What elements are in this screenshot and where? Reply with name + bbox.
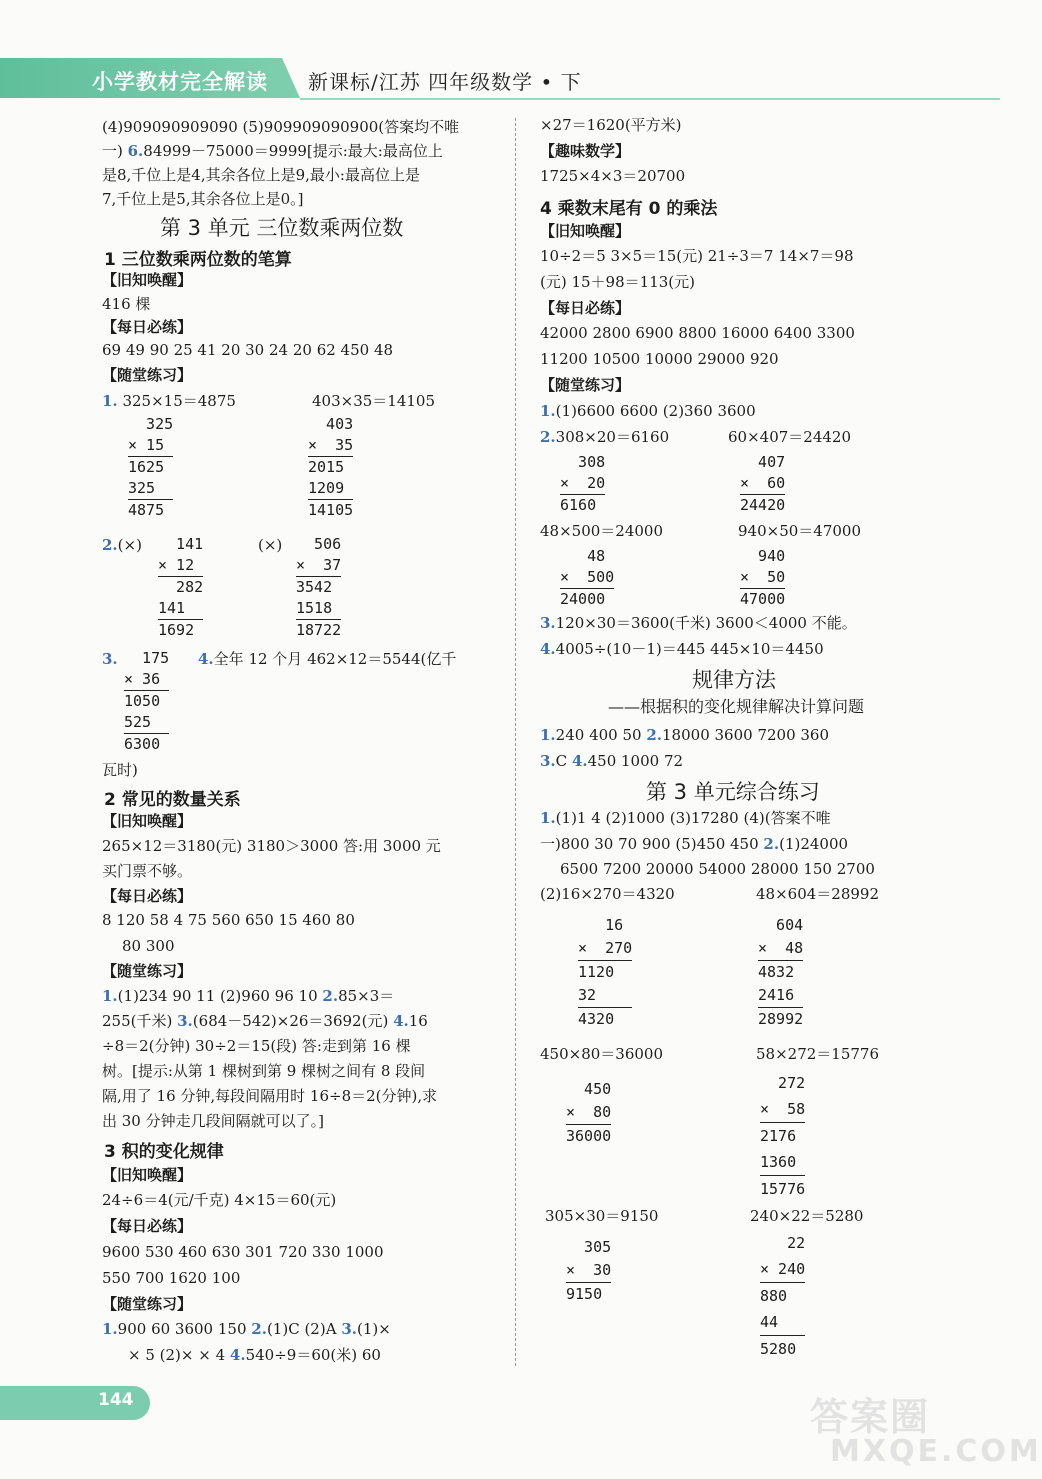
text-line: 出 30 分钟走几段间隔就可以了。] bbox=[102, 1112, 324, 1130]
text-line: 1.240 400 50 2.18000 3600 7200 360 bbox=[540, 726, 830, 744]
text-line: 240×22＝5280 bbox=[750, 1207, 864, 1225]
label-daily: 【每日必练】 bbox=[102, 1217, 193, 1235]
section-title: 1 三位数乘两位数的笔算 bbox=[104, 250, 292, 270]
text-line: 4.全年 12 个月 462×12＝5544(亿千 bbox=[198, 650, 457, 668]
section-title: 2 常见的数量关系 bbox=[104, 790, 241, 810]
label-practice: 【随堂练习】 bbox=[102, 1295, 193, 1313]
book-title: 小学教材完全解读 bbox=[92, 70, 268, 94]
vertical-calc: 305 × 30 9150 bbox=[566, 1238, 612, 1303]
comprehensive-title: 第 3 单元综合练习 bbox=[646, 780, 820, 804]
text-line: 4.4005÷(10－1)＝445 445×10＝4450 bbox=[540, 640, 824, 658]
text-line: 一)800 30 70 900 (5)450 450 2.(1)24000 bbox=[540, 835, 849, 853]
text-line: 58×272＝15776 bbox=[756, 1045, 880, 1063]
label-practice: 【随堂练习】 bbox=[102, 366, 193, 384]
vertical-calc: 604 × 48 4832 2416 28992 bbox=[758, 916, 804, 1028]
text-line: 1. 325×15＝4875 bbox=[102, 392, 236, 410]
label-daily: 【每日必练】 bbox=[102, 887, 193, 905]
label-practice: 【随堂练习】 bbox=[540, 376, 631, 394]
text-line: × 5 (2)× × 4 4.540÷9＝60(米) 60 bbox=[128, 1346, 381, 1364]
watermark-site: MXQE.COM bbox=[830, 1434, 1042, 1469]
method-title: 规律方法 bbox=[692, 668, 776, 692]
vertical-calc: 407 × 60 24420 bbox=[740, 453, 786, 514]
text-line: 42000 2800 6900 8800 16000 6400 3300 bbox=[540, 324, 855, 342]
text-line: 11200 10500 10000 29000 920 bbox=[540, 350, 779, 368]
vertical-calc: 308 × 20 6160 bbox=[560, 453, 606, 514]
column-divider bbox=[515, 118, 517, 1366]
label-review: 【旧知唤醒】 bbox=[102, 812, 193, 830]
vertical-calc: 940 × 50 47000 bbox=[740, 547, 786, 608]
text-line: 瓦时) bbox=[102, 761, 138, 779]
text-line: 10÷2＝5 3×5＝15(元) 21÷3＝7 14×7＝98 bbox=[540, 247, 854, 265]
text-line: 3. bbox=[102, 650, 118, 668]
section-title: 4 乘数末尾有 0 的乘法 bbox=[540, 199, 718, 219]
text-line: 买门票不够。 bbox=[102, 862, 193, 880]
vertical-calc: 22 × 240 880 44 5280 bbox=[760, 1234, 806, 1358]
text-line: 一) 6.84999－75000＝9999[提示:最大:最高位上 bbox=[102, 142, 443, 160]
vertical-calc: 175 × 36 1050 525 6300 bbox=[124, 649, 170, 753]
method-subtitle: ——根据积的变化规律解决计算问题 bbox=[608, 697, 865, 716]
text-line: 1.(1)6600 6600 (2)360 3600 bbox=[540, 402, 756, 420]
vertical-calc: 48 × 500 24000 bbox=[560, 547, 615, 608]
text-line: (4)909090909090 (5)909909090900(答案均不唯 bbox=[102, 118, 460, 136]
text-line: 305×30＝9150 bbox=[545, 1207, 659, 1225]
vertical-calc: 325 × 15 1625 325 4875 bbox=[128, 415, 174, 519]
vertical-calc: 16 × 270 1120 32 4320 bbox=[578, 916, 633, 1028]
text-line: 69 49 90 25 41 20 30 24 20 62 450 48 bbox=[102, 341, 394, 359]
vertical-calc: 506 × 37 3542 1518 18722 bbox=[296, 535, 342, 639]
text-line: 7,千位上是5,其余各位上是0。] bbox=[102, 190, 304, 208]
text-line: 416 棵 bbox=[102, 295, 151, 313]
text-line: 550 700 1620 100 bbox=[102, 1269, 241, 1287]
label-review: 【旧知唤醒】 bbox=[102, 271, 193, 289]
text-line: ×27＝1620(平方米) bbox=[540, 116, 682, 134]
text-line: 1.900 60 3600 150 2.(1)C (2)A 3.(1)× bbox=[102, 1320, 391, 1338]
text-line: 8 120 58 4 75 560 650 15 460 80 bbox=[102, 911, 355, 929]
label-review: 【旧知唤醒】 bbox=[102, 1166, 193, 1184]
text-line: 1.(1)234 90 11 (2)960 96 10 2.85×3＝ bbox=[102, 987, 395, 1005]
book-subtitle: 新课标/江苏 四年级数学 • 下 bbox=[308, 70, 582, 94]
vertical-calc: 141 × 12 282 141 1692 bbox=[158, 535, 204, 639]
watermark-logo: 答案圈 bbox=[810, 1395, 931, 1439]
vertical-calc: 450 × 80 36000 bbox=[566, 1080, 612, 1145]
vertical-calc: 403 × 35 2015 1209 14105 bbox=[308, 415, 354, 519]
text-line: 940×50＝47000 bbox=[738, 522, 862, 540]
text-line: 24÷6＝4(元/千克) 4×15＝60(元) bbox=[102, 1191, 337, 1209]
text-line: 是8,千位上是4,其余各位上是9,最小:最高位上是 bbox=[102, 166, 420, 184]
vertical-calc: 272 × 58 2176 1360 15776 bbox=[760, 1074, 806, 1198]
text-line: 2.308×20＝6160 bbox=[540, 428, 670, 446]
section-title: 3 积的变化规律 bbox=[104, 1142, 224, 1162]
text-line: 1725×4×3＝20700 bbox=[540, 167, 686, 185]
label-fun-math: 【趣味数学】 bbox=[540, 142, 631, 160]
text-line: 3.120×30＝3600(千米) 3600＜4000 不能。 bbox=[540, 614, 857, 632]
text-line: 265×12＝3180(元) 3180＞3000 答:用 3000 元 bbox=[102, 837, 441, 855]
text-line: 80 300 bbox=[122, 937, 175, 955]
text-line: 2.(×) bbox=[102, 536, 142, 554]
text-line: 隔,用了 16 分钟,每段间隔用时 16÷8＝2(分钟),求 bbox=[102, 1087, 438, 1105]
text-line: 48×604＝28992 bbox=[756, 885, 880, 903]
text-line: 6500 7200 20000 54000 28000 150 2700 bbox=[560, 860, 875, 878]
unit-title: 第 3 单元 三位数乘两位数 bbox=[160, 216, 404, 240]
text-line: 255(千米) 3.(684－542)×26＝3692(元) 4.16 bbox=[102, 1012, 428, 1030]
text-line: 树。[提示:从第 1 棵树到第 9 棵树之间有 8 段间 bbox=[102, 1062, 426, 1080]
text-line: 60×407＝24420 bbox=[728, 428, 852, 446]
text-line: ÷8＝2(分钟) 30÷2＝15(段) 答:走到第 16 棵 bbox=[102, 1037, 411, 1055]
label-review: 【旧知唤醒】 bbox=[540, 222, 631, 240]
text-line: 1.(1)1 4 (2)1000 (3)17280 (4)(答案不唯 bbox=[540, 809, 831, 827]
text-line: (×) bbox=[258, 536, 283, 554]
text-line: (2)16×270＝4320 bbox=[540, 885, 675, 903]
label-practice: 【随堂练习】 bbox=[102, 962, 193, 980]
text-line: (元) 15＋98＝113(元) bbox=[540, 273, 695, 291]
text-line: 450×80＝36000 bbox=[540, 1045, 664, 1063]
label-daily: 【每日必练】 bbox=[540, 299, 631, 317]
text-line: 9600 530 460 630 301 720 330 1000 bbox=[102, 1243, 384, 1261]
page-number: 144 bbox=[98, 1390, 134, 1410]
text-line: 403×35＝14105 bbox=[312, 392, 436, 410]
label-daily: 【每日必练】 bbox=[102, 318, 193, 336]
header-rule bbox=[300, 98, 1000, 100]
text-line: 3.C 4.450 1000 72 bbox=[540, 752, 684, 770]
text-line: 48×500＝24000 bbox=[540, 522, 664, 540]
